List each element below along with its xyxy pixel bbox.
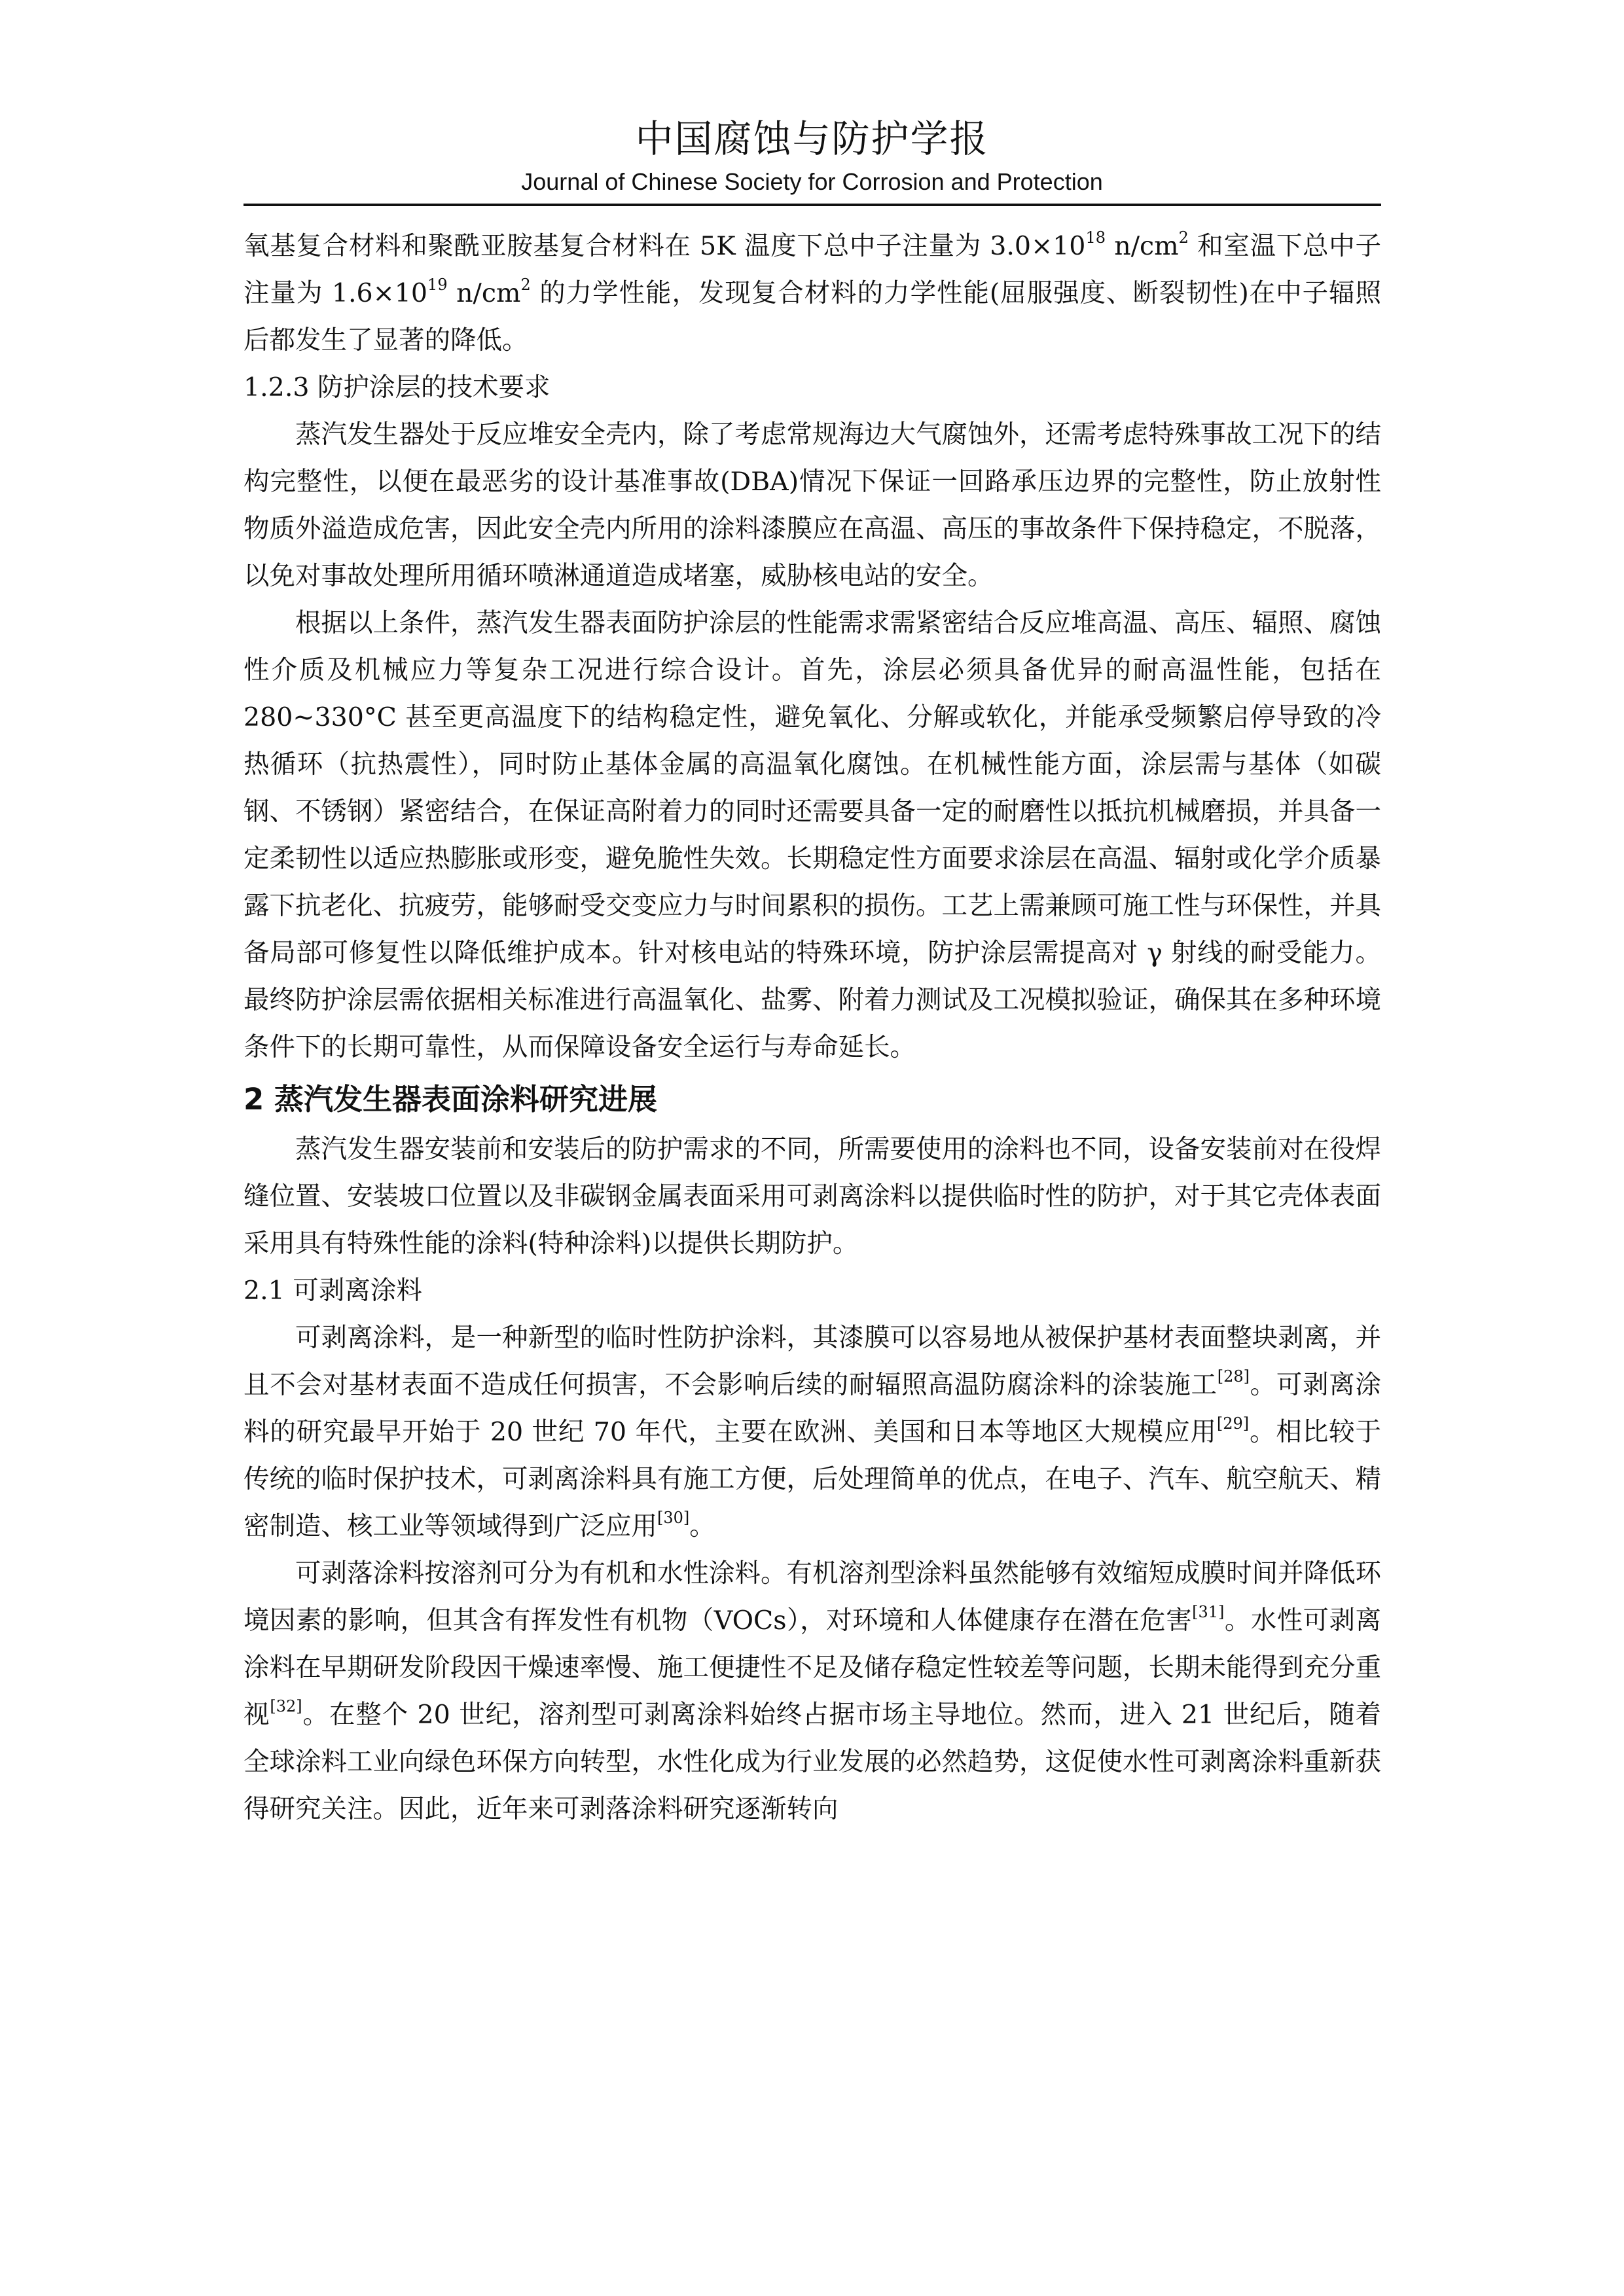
text-run: 和室温下总中子注量为 1.6×10 xyxy=(244,231,1381,308)
superscript: [32] xyxy=(270,1697,302,1715)
journal-title-en: Journal of Chinese Society for Corrosion and Protection xyxy=(521,168,1103,195)
text-run: 。水性可剥离涂料在早期研发阶段因干燥速率慢、施工便捷性不足及储存稳定性较差等问题，长期未能得到充分重视 xyxy=(244,1605,1381,1730)
subsection-heading: 2.1 可剥离涂料 xyxy=(244,1276,422,1306)
superscript: 18 xyxy=(1085,228,1106,247)
text-run: n/cm xyxy=(1105,231,1179,261)
text-run: 可剥离涂料，是一种新型的临时性防护涂料，其漆膜可以容易地从被保护基材表面整块剥离，并且不会对基材表面不造成任何损害，不会影响后续的耐辐照高温防腐涂料的涂装施工 xyxy=(244,1323,1381,1400)
header-rule xyxy=(244,204,1381,206)
text-run: 蒸汽发生器处于反应堆安全壳内，除了考虑常规海边大气腐蚀外，还需考虑特殊事故工况下的结构完整性，以便在最恶劣的设计基准事故(DBA)情况下保证一回路承压边界的完整性，防止放射性物质外溢造成危害，因此安全壳内所用的涂料漆膜应在高温、高压的事故条件下保持稳定，不脱落，以免对事故处理所用循环喷淋通道造成堵塞，威胁核电站的安全。 xyxy=(244,420,1381,591)
text-run: 的力学性能，发现复合材料的力学性能(屈服强度、断裂韧性)在中子辐照后都发生了显著的降低。 xyxy=(244,278,1381,355)
body-paragraph xyxy=(244,600,1381,1071)
superscript: [30] xyxy=(657,1509,690,1527)
body-paragraph xyxy=(244,411,1381,600)
superscript: [29] xyxy=(1216,1414,1250,1433)
subsection-heading: 1.2.3 防护涂层的技术要求 xyxy=(244,372,550,403)
text-run: 蒸汽发生器安装前和安装后的防护需求的不同，所需要使用的涂料也不同，设备安装前对在役焊缝位置、安装坡口位置以及非碳钢金属表面采用可剥离涂料以提供临时性的防护，对于其它壳体表面采用具有特殊性能的涂料(特种涂料)以提供长期防护。 xyxy=(244,1134,1381,1259)
text-run: 。相比较于传统的临时保护技术，可剥离涂料具有施工方便，后处理简单的优点，在电子、汽车、航空航天、精密制造、核工业等领域得到广泛应用 xyxy=(244,1417,1382,1541)
body-paragraph xyxy=(244,1314,1381,1550)
superscript: 2 xyxy=(1178,228,1189,247)
superscript: 2 xyxy=(520,276,531,294)
text-run: 。 xyxy=(689,1511,715,1541)
journal-title-cn: 中国腐蚀与防护学报 xyxy=(635,117,989,161)
superscript: [28] xyxy=(1217,1367,1250,1386)
text-run: 可剥落涂料按溶剂可分为有机和水性涂料。有机溶剂型涂料虽然能够有效缩短成膜时间并降低环境因素的影响，但其含有挥发性有机物（VOCs），对环境和人体健康存在潜在危害 xyxy=(244,1558,1381,1636)
text-run: 根据以上条件，蒸汽发生器表面防护涂层的性能需求需紧密结合反应堆高温、高压、辐照、腐蚀性介质及机械应力等复杂工况进行综合设计。首先，涂层必须具备优异的耐高温性能，包括在 280~330°C 甚至更高温度下的结构稳定性，避免氧化、分解或软化，并能承受频繁启停导致的冷热循环（抗热震性），同时防止基体金属的高温氧化腐蚀。在机械性能方面，涂层需与基体（如碳钢、不锈钢）紧密结合，在保证高附着力的同时还需要具备一定的耐磨性以抵抗机械磨损，并具备一定柔韧性以适应热膨胀或形变，避免脆性失效。长期稳定性方面要求涂层在高温、辐射或化学介质暴露下抗老化、抗疲劳，能够耐受交变应力与时间累积的损伤。工艺上需兼顾可施工性与环保性，并具备局部可修复性以降低维护成本。针对核电站的特殊环境，防护涂层需提高对 γ 射线的耐受能力。最终防护涂层需依据相关标准进行高温氧化、盐雾、附着力测试及工况模拟验证，确保其在多种环境条件下的长期可靠性，从而保障设备安全运行与寿命延长。 xyxy=(244,608,1381,1062)
superscript: [31] xyxy=(1192,1603,1225,1621)
section-heading: 2 蒸汽发生器表面涂料研究进展 xyxy=(244,1082,657,1117)
body-paragraph xyxy=(244,1550,1381,1833)
text-run: 。可剥离涂料的研究最早开始于 20 世纪 70 年代，主要在欧洲、美国和日本等地区大规模应用 xyxy=(244,1370,1382,1447)
text-run: 。在整个 20 世纪，溶剂型可剥离涂料始终占据市场主导地位。然而，进入 21 世纪后，随着全球涂料工业向绿色环保方向转型，水性化成为行业发展的必然趋势，这促使水性可剥离涂料重新获得研究关注。因此，近年来可剥落涂料研究逐渐转向 xyxy=(244,1700,1382,1824)
body-paragraph xyxy=(244,1126,1381,1267)
body-paragraph xyxy=(244,223,1381,364)
text-run: n/cm xyxy=(447,278,521,308)
superscript: 19 xyxy=(427,276,448,294)
article-body xyxy=(244,223,1381,1833)
text-run: 氧基复合材料和聚酰亚胺基复合材料在 5K 温度下总中子注量为 3.0×10 xyxy=(244,231,1086,261)
